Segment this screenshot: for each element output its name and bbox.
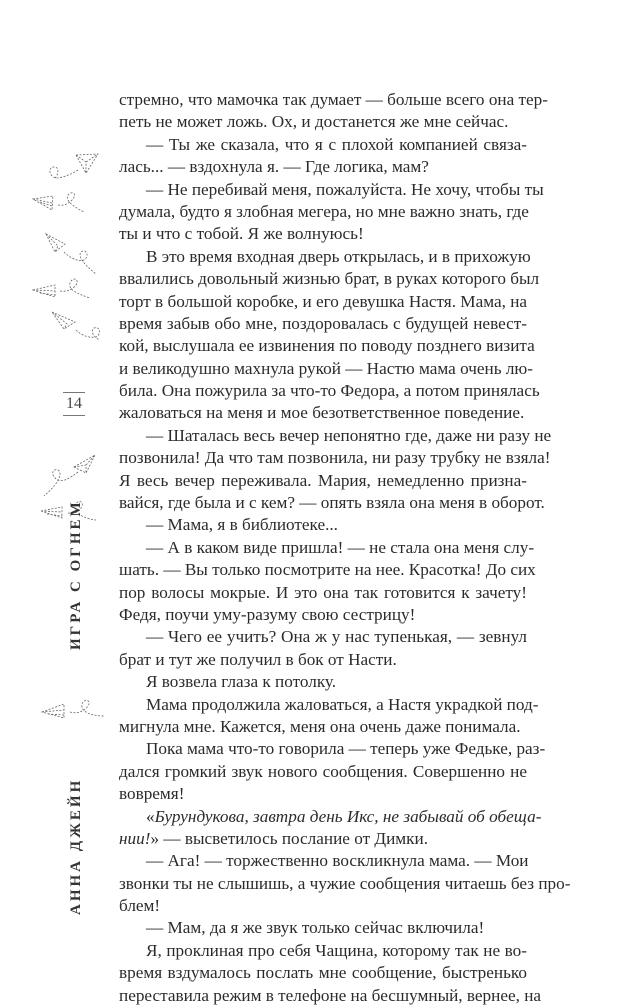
text-line: Я весь вечер переживала. Мария, немедленно призна- <box>119 470 527 490</box>
text-line: — Мама, я в библиотеке... <box>146 515 338 535</box>
text-line: — Мам, да я же звук только сейчас включила! <box>146 918 485 938</box>
text-line: позвонила! Да что там позвонила, ни разу трубку не взяла! <box>119 448 551 468</box>
page-number: 14 <box>63 392 85 416</box>
text-line: Я, проклиная про себя Чащина, которому так не во- <box>146 940 527 960</box>
text-line: кой, выслушала ее извинения по поводу позднего визита <box>119 336 535 356</box>
body-text <box>119 89 571 1007</box>
paper-airplane-icon <box>44 455 95 496</box>
paper-airplane-icon <box>33 193 84 212</box>
text-line: блем! <box>119 896 161 916</box>
paper-airplane-doodles-icon <box>0 0 110 1000</box>
text-line: вовремя! <box>119 784 185 804</box>
text-line: дался громкий звук нового сообщения. Совершенно не <box>119 761 527 781</box>
text-line: стремно, что мамочка так думает — больше всего она тер- <box>119 90 548 109</box>
text-line: петь не может ложь. Ох, и достанется же мне сейчас. <box>119 112 509 132</box>
text-line: — Шаталась весь вечер непонятно где, даже ни разу не <box>146 425 552 445</box>
text-line: торт в большой коробке, и его девушка Настя. Мама, на <box>119 291 528 311</box>
text-line: ввалились довольный жизнью брат, в руках которого был <box>119 269 540 289</box>
text-line: время забыв обо мне, поздоровалась с будущей невест- <box>119 313 527 333</box>
text-line: вайся, где была и с кем? — опять взяла она меня в оборот. <box>119 493 545 513</box>
text-line: мигнула мне. Кажется, меня она очень даже понимала. <box>119 716 521 736</box>
paper-airplane-icon <box>50 154 98 179</box>
text-line: — Ты же сказала, что я с плохой компанией связа- <box>146 134 527 154</box>
text-line: шать. — Вы только посмотрите на нее. Красотка! До сих <box>119 560 536 580</box>
text-line: — Чего ее учить? Она ж у нас тупенькая, — зевнул <box>146 627 527 647</box>
text-line: время вздумалось послать мне сообщение, быстренько <box>119 963 527 983</box>
text-line: Федя, поучи уму-разуму свою сестрицу! <box>119 604 416 624</box>
running-head-author: АННА ДЖЕЙН <box>68 777 84 915</box>
text-line: переставила режим в телефоне на бесшумный, вернее, на <box>119 985 542 1005</box>
text-line: Пока мама что-то говорила — теперь уже Федьке, раз- <box>146 739 546 759</box>
text-line: — Не перебивай меня, пожалуйста. Не хочу, чтобы ты <box>146 179 544 199</box>
text-line: — Ага! — торжественно воскликнула мама. — Мои <box>146 851 529 871</box>
text-line: Я возвела глаза к потолку. <box>146 672 337 692</box>
paper-airplane-icon <box>33 279 90 298</box>
text-line: звонки ты не слышишь, а чужие сообщения читаешь без про- <box>119 873 571 893</box>
left-margin <box>0 0 110 1000</box>
text-line: В это время входная дверь открылась, и в прихожую <box>146 246 531 266</box>
running-head-book-title: ИГРА С ОГНЕМ <box>68 499 84 650</box>
text-line: ты и что с тобой. Я же волнуюсь! <box>119 224 364 244</box>
text-line: и великодушно махнула рукой — Настю мама очень лю- <box>119 358 533 378</box>
text-line: нии!» — высветилось послание от Димки. <box>119 828 429 848</box>
text-line: лась... — вздохнула я. — Где логика, мам? <box>119 157 429 177</box>
text-line: — А в каком виде пришла! — не стала она меня слу- <box>146 537 535 557</box>
text-line: думала, будто я злобная мегера, но мне важно знать, где <box>119 201 529 221</box>
text-line: «Бурундукова, завтра день Икс, не забывай об обеща- <box>146 806 542 826</box>
text-line: пор волосы мокрые. И это она так готовится к зачету! <box>119 582 527 602</box>
text-line: била. Она пожурила за что-то Федора, а потом принялась <box>119 381 540 401</box>
paper-airplane-icon <box>46 234 96 274</box>
text-line: брат и тут же получил в бок от Насти. <box>119 649 397 669</box>
paper-airplane-icon <box>52 312 100 340</box>
text-line: жаловаться на меня и мое безответственное поведение. <box>119 403 525 423</box>
paper-airplane-icon <box>42 700 104 718</box>
text-line: Мама продолжила жаловаться, а Настя украдкой под- <box>146 694 539 714</box>
